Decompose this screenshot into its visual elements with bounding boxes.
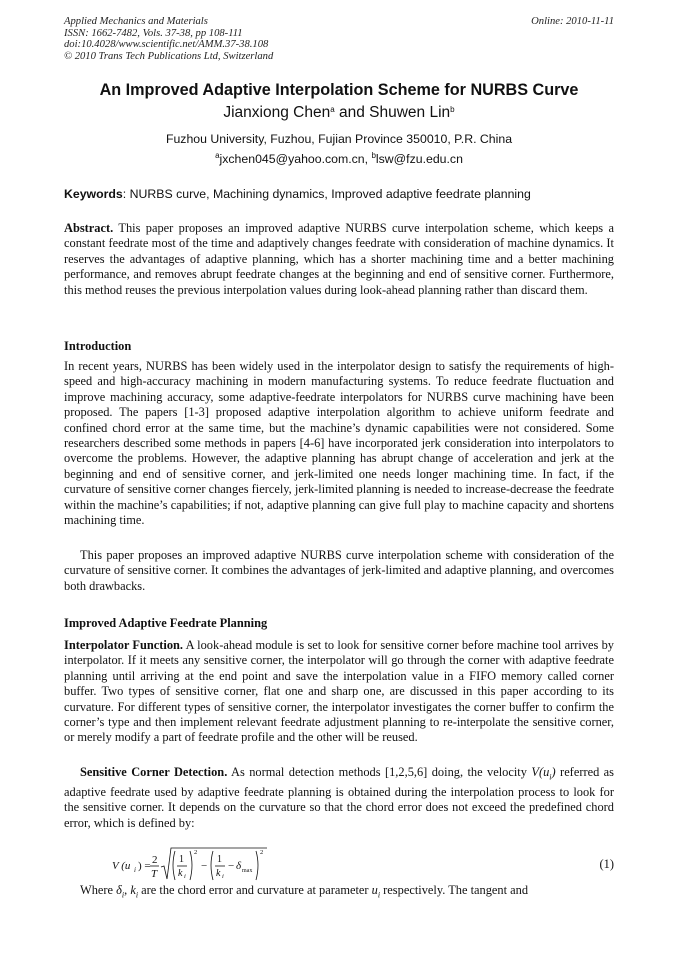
online-date: Online: 2010-11-11 xyxy=(531,16,614,27)
eq-sqrt xyxy=(161,848,267,879)
eq-lhs-sub: i xyxy=(134,866,136,874)
eq-lhs-v: V (u xyxy=(112,860,131,872)
eq-two: 2 xyxy=(152,854,158,866)
equation-1-formula xyxy=(112,845,282,885)
where-delta: δ xyxy=(116,883,122,897)
where-comma: , xyxy=(124,883,131,897)
where-text: Where xyxy=(80,883,117,897)
eq-k-b: k xyxy=(216,868,221,879)
eq-max: max xyxy=(242,868,253,874)
doi-line: doi:10.4028/www.scientific.net/AMM.37-38.108 xyxy=(64,39,269,51)
keywords-label: Keywords xyxy=(64,187,123,201)
email-b: lsw@fzu.edu.cn xyxy=(375,152,463,166)
abstract-text: This paper proposes an improved adaptive NURBS curve interpolation scheme, which keeps a constant feedrate most of the time and adaptively changes feedrate with consideration of machine dynamics. It reserves the advantages of adaptive planning, which has a shorter machining time and a better machining performance, and removes abrupt feedrate changes at the beginning and end of sensitive corner. Furthermore, this method reuses the previous interpolation values during look-ahead planning rather than discard them. xyxy=(64,221,614,297)
copyright-line: © 2010 Trans Tech Publications Ltd, Switzerland xyxy=(64,50,274,62)
issn-line: ISSN: 1662-7482, Vols. 37-38, pp 108-111 xyxy=(64,27,243,39)
email-b-sup: b xyxy=(371,151,376,160)
velocity-close: ) xyxy=(551,765,556,779)
author-1-sup: a xyxy=(330,105,335,114)
paper-title: An Improved Adaptive Interpolation Scheme for NURBS Curve xyxy=(99,81,579,99)
sensitive-corner-text-b: referred as adaptive feedrate used by adaptive feedrate planning is obtained during the interpolation process to look for the sensitive corner. It depends on the curvature so that the chord error does not exceed the predefined chord error, which is defined by: xyxy=(64,765,615,830)
section-heading-feedrate-planning: Improved Adaptive Feedrate Planning xyxy=(64,616,268,630)
eq-paren-r2 xyxy=(256,851,258,880)
interpolator-function-paragraph xyxy=(64,638,614,746)
keywords-text: : NURBS curve, Machining dynamics, Improved adaptive feedrate planning xyxy=(122,187,531,201)
author-1: Jianxiong Chen xyxy=(223,104,331,121)
where-u-sub: i xyxy=(377,890,381,900)
eq-sq-a: 2 xyxy=(194,849,198,856)
where-mid: are the chord error and curvature at parameter xyxy=(138,883,372,897)
eq-lhs-close: ) = xyxy=(138,860,151,872)
email-a-sup: a xyxy=(215,151,220,160)
equation-number: (1) xyxy=(599,857,614,871)
author-2: Shuwen Lin xyxy=(369,104,451,121)
equation-1 xyxy=(112,845,614,885)
email-a: jxchen045@yahoo.com.cn, xyxy=(219,152,372,166)
eq-paren-r1 xyxy=(190,851,192,880)
where-k-sub: i xyxy=(135,890,139,900)
keywords xyxy=(64,187,614,201)
sensitive-corner-text-a: As normal detection methods [1,2,5,6] doing, the velocity xyxy=(227,765,532,779)
where-paragraph xyxy=(64,883,614,903)
eq-paren-l2 xyxy=(211,851,213,880)
where-u: u xyxy=(371,883,378,897)
journal-name: Applied Mechanics and Materials xyxy=(64,16,208,27)
journal-header xyxy=(64,16,614,62)
introduction-paragraph-2: This paper proposes an improved adaptive NURBS curve interpolation scheme with consideration of the curvature of sensitive corner. It combines the advantages of jerk-limited and adaptive planning, and overcomes both drawbacks. xyxy=(64,548,614,593)
sensitive-corner-label: Sensitive Corner Detection. xyxy=(80,765,228,779)
eq-one-b: 1 xyxy=(217,854,222,865)
eq-paren-l1 xyxy=(173,851,175,880)
interpolator-function-label: Interpolator Function. xyxy=(64,638,184,652)
where-delta-sub: i xyxy=(121,890,125,900)
where-end: respectively. The tangent and xyxy=(380,883,529,897)
eq-i-b: i xyxy=(222,873,224,880)
velocity-var: V(u xyxy=(531,765,550,779)
author-and: and xyxy=(334,104,370,121)
author-2-sup: b xyxy=(450,105,455,114)
email-line xyxy=(0,152,678,166)
sensitive-corner-paragraph xyxy=(64,765,614,831)
introduction-heading: Introduction xyxy=(64,339,132,353)
eq-one-a: 1 xyxy=(179,854,184,865)
eq-i-a: i xyxy=(184,873,186,880)
eq-sq-b: 2 xyxy=(260,849,264,856)
author-line xyxy=(0,104,678,122)
affiliation: Fuzhou University, Fuzhou, Fujian Province 350010, P.R. China xyxy=(165,132,513,146)
eq-minus-a: − xyxy=(201,860,208,872)
eq-minus-b: − xyxy=(228,860,235,872)
where-k: k xyxy=(130,883,136,897)
velocity-sub: i xyxy=(549,772,552,782)
introduction-paragraph-1: In recent years, NURBS has been widely used in the interpolator design to satisfy the requirements of high-speed and high-accuracy machining in modern manufacturing systems. To reduce feedrate fluctuation and improve machining accuracy, some adaptive-feedrate interpolators for NURBS curve machining have been proposed. The papers [1-3] proposed adaptive interpolation algorithm to achieve uniform feedrate and confined chord error at the same time, but the machine’s dynamic capabilities were not considered. Some researchers described some methods in papers [4-6] have incorporated jerk consideration into interpolators to overcome the problems. However, the adaptive planning has abrupt change of acceleration and jerk at the beginning and end of sensitive corner, and jerk-limited one needs longer machining time. In fact, if the curvature of sensitive corner changes fiercely, jerk-limited planning is needed to increase-decrease the feedrate within the machine’s capabilities; if not, adaptive planning can give full play to machine capacity and shortens machining time. xyxy=(64,359,614,528)
interpolator-function-text: A look-ahead module is set to look for sensitive corner before machine tool arrives by interpolator. If it meets any sensitive corner, the interpolator will go through the corner with adaptive feedrate planning until arriving at the end point and save the interpolation value in a FIFO memory called corner buffer. Two types of sensitive corner, flat one and sharp one, are discussed in this paper according to its curvature. For different types of sensitive corner, the interpolator investigates the corner buffer to confirm the corner’s type and then implement relevant feedrate adjustment planning to re-interpolate the sensitive corner, or merely modify a part of feedrate profile and the other will be reused. xyxy=(64,638,614,745)
eq-T: T xyxy=(151,868,158,880)
abstract-label: Abstract. xyxy=(64,221,114,235)
eq-delta: δ xyxy=(236,860,242,872)
eq-k-a: k xyxy=(178,868,183,879)
abstract xyxy=(64,221,614,298)
